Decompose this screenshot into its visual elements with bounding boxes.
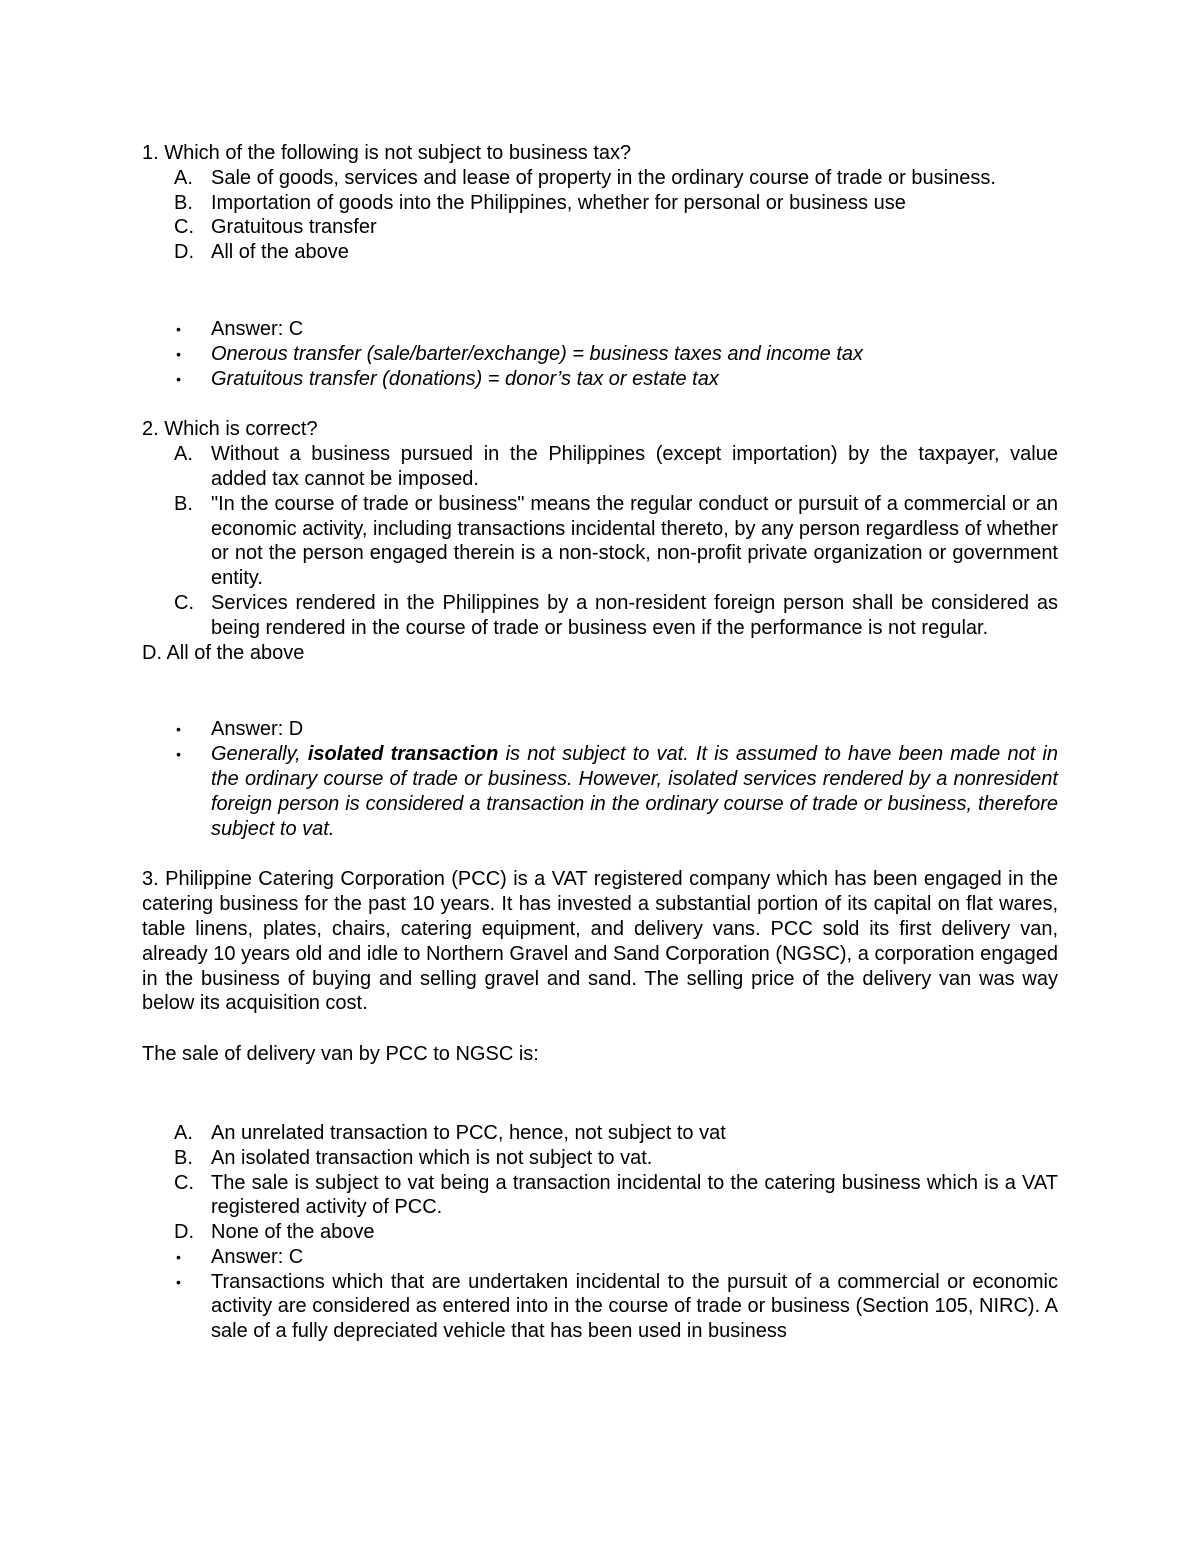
question-3: 3. Philippine Catering Corporation (PCC) is a VAT registered company which has been engaged in the catering business for the past 10 years. It has invested a substantial portion of its capital on flat wares, table linens, plates, chairs, catering equipment, and delivery vans. PCC sold its first delivery van, already 10 years old and idle to Northern Gravel and Sand Corporation (NGSC), a corporation engaged in the business of buying and selling gravel and sand. The selling price of the delivery van was way below its acquisition cost.	[142, 868, 1058, 1015]
q2-note: • Generally, isolated transaction is not subject to vat. It is assumed to have been made not in the ordinary course of trade or business. However, isolated services rendered by a nonresident foreign person is considered a transaction in the ordinary course of trade or business, therefore subject to vat.	[176, 743, 1058, 840]
q2-answer: • Answer: D	[176, 718, 304, 741]
question-2-options	[142, 442, 1058, 640]
q1-answer-list	[142, 317, 1058, 391]
q1-option-c: C. Gratuitous transfer	[174, 216, 377, 239]
bullet-icon: •	[176, 1273, 181, 1290]
q2-option-a: A. Without a business pursued in the Philippines (except importation) by the taxpayer, value added tax cannot be imposed.	[174, 443, 1058, 490]
question-2: 2. Which is correct?	[142, 418, 318, 441]
question-3-options	[142, 1121, 1058, 1344]
q2-option-d: D. All of the above	[142, 641, 305, 664]
q3-option-c: C. The sale is subject to vat being a transaction incidental to the catering business which is a VAT registered activity of PCC.	[174, 1171, 1058, 1219]
q3-option-a: A. An unrelated transaction to PCC, hence, not subject to vat	[174, 1121, 726, 1144]
q1-option-b: B. Importation of goods into the Philippines, whether for personal or business use	[174, 191, 906, 214]
question-1: 1. Which of the following is not subject to business tax?	[142, 142, 632, 164]
q3-option-b: B. An isolated transaction which is not subject to vat.	[174, 1146, 653, 1169]
bullet-icon: •	[176, 746, 181, 763]
q1-option-a: A. Sale of goods, services and lease of property in the ordinary course of trade or business.	[174, 166, 996, 189]
document-page	[142, 141, 1058, 1344]
q3-option-d: D. None of the above	[174, 1221, 375, 1244]
q1-option-d: D. All of the above	[174, 241, 349, 264]
bullet-icon: •	[176, 721, 181, 738]
q3-explanation: • Transactions which that are undertaken incidental to the pursuit of a commercial or economic activity are considered as entered into in the course of trade or business (Section 105, NIRC). A sale of a fully depreciated vehicle that has been used in business	[176, 1270, 1058, 1343]
q2-option-c: C. Services rendered in the Philippines by a non-resident foreign person shall be considered as being rendered in the course of trade or business even if the performance is not regular.	[174, 591, 1058, 639]
q1-note-gratuitous: • Gratuitous transfer (donations) = donor’s tax or estate tax	[176, 367, 719, 390]
q3-answer: • Answer: C	[176, 1245, 304, 1268]
q1-answer: • Answer: C	[176, 317, 304, 340]
bullet-icon: •	[176, 345, 181, 362]
bullet-icon: •	[176, 370, 181, 387]
q3-prompt: The sale of delivery van by PCC to NGSC is:	[142, 1043, 539, 1066]
question-1-options	[142, 166, 1058, 265]
bullet-icon: •	[176, 1248, 181, 1265]
q2-option-b: B. "In the course of trade or business" means the regular conduct or pursuit of a commercial or an economic activity, including transactions incidental thereto, by any person regardless of whether or not the person engaged therein is a non-stock, non-profit private organization or government entity.	[174, 492, 1058, 590]
bullet-icon: •	[176, 320, 181, 337]
q2-answer-list	[142, 717, 1058, 841]
q1-note-onerous: • Onerous transfer (sale/barter/exchange) = business taxes and income tax	[176, 342, 864, 365]
